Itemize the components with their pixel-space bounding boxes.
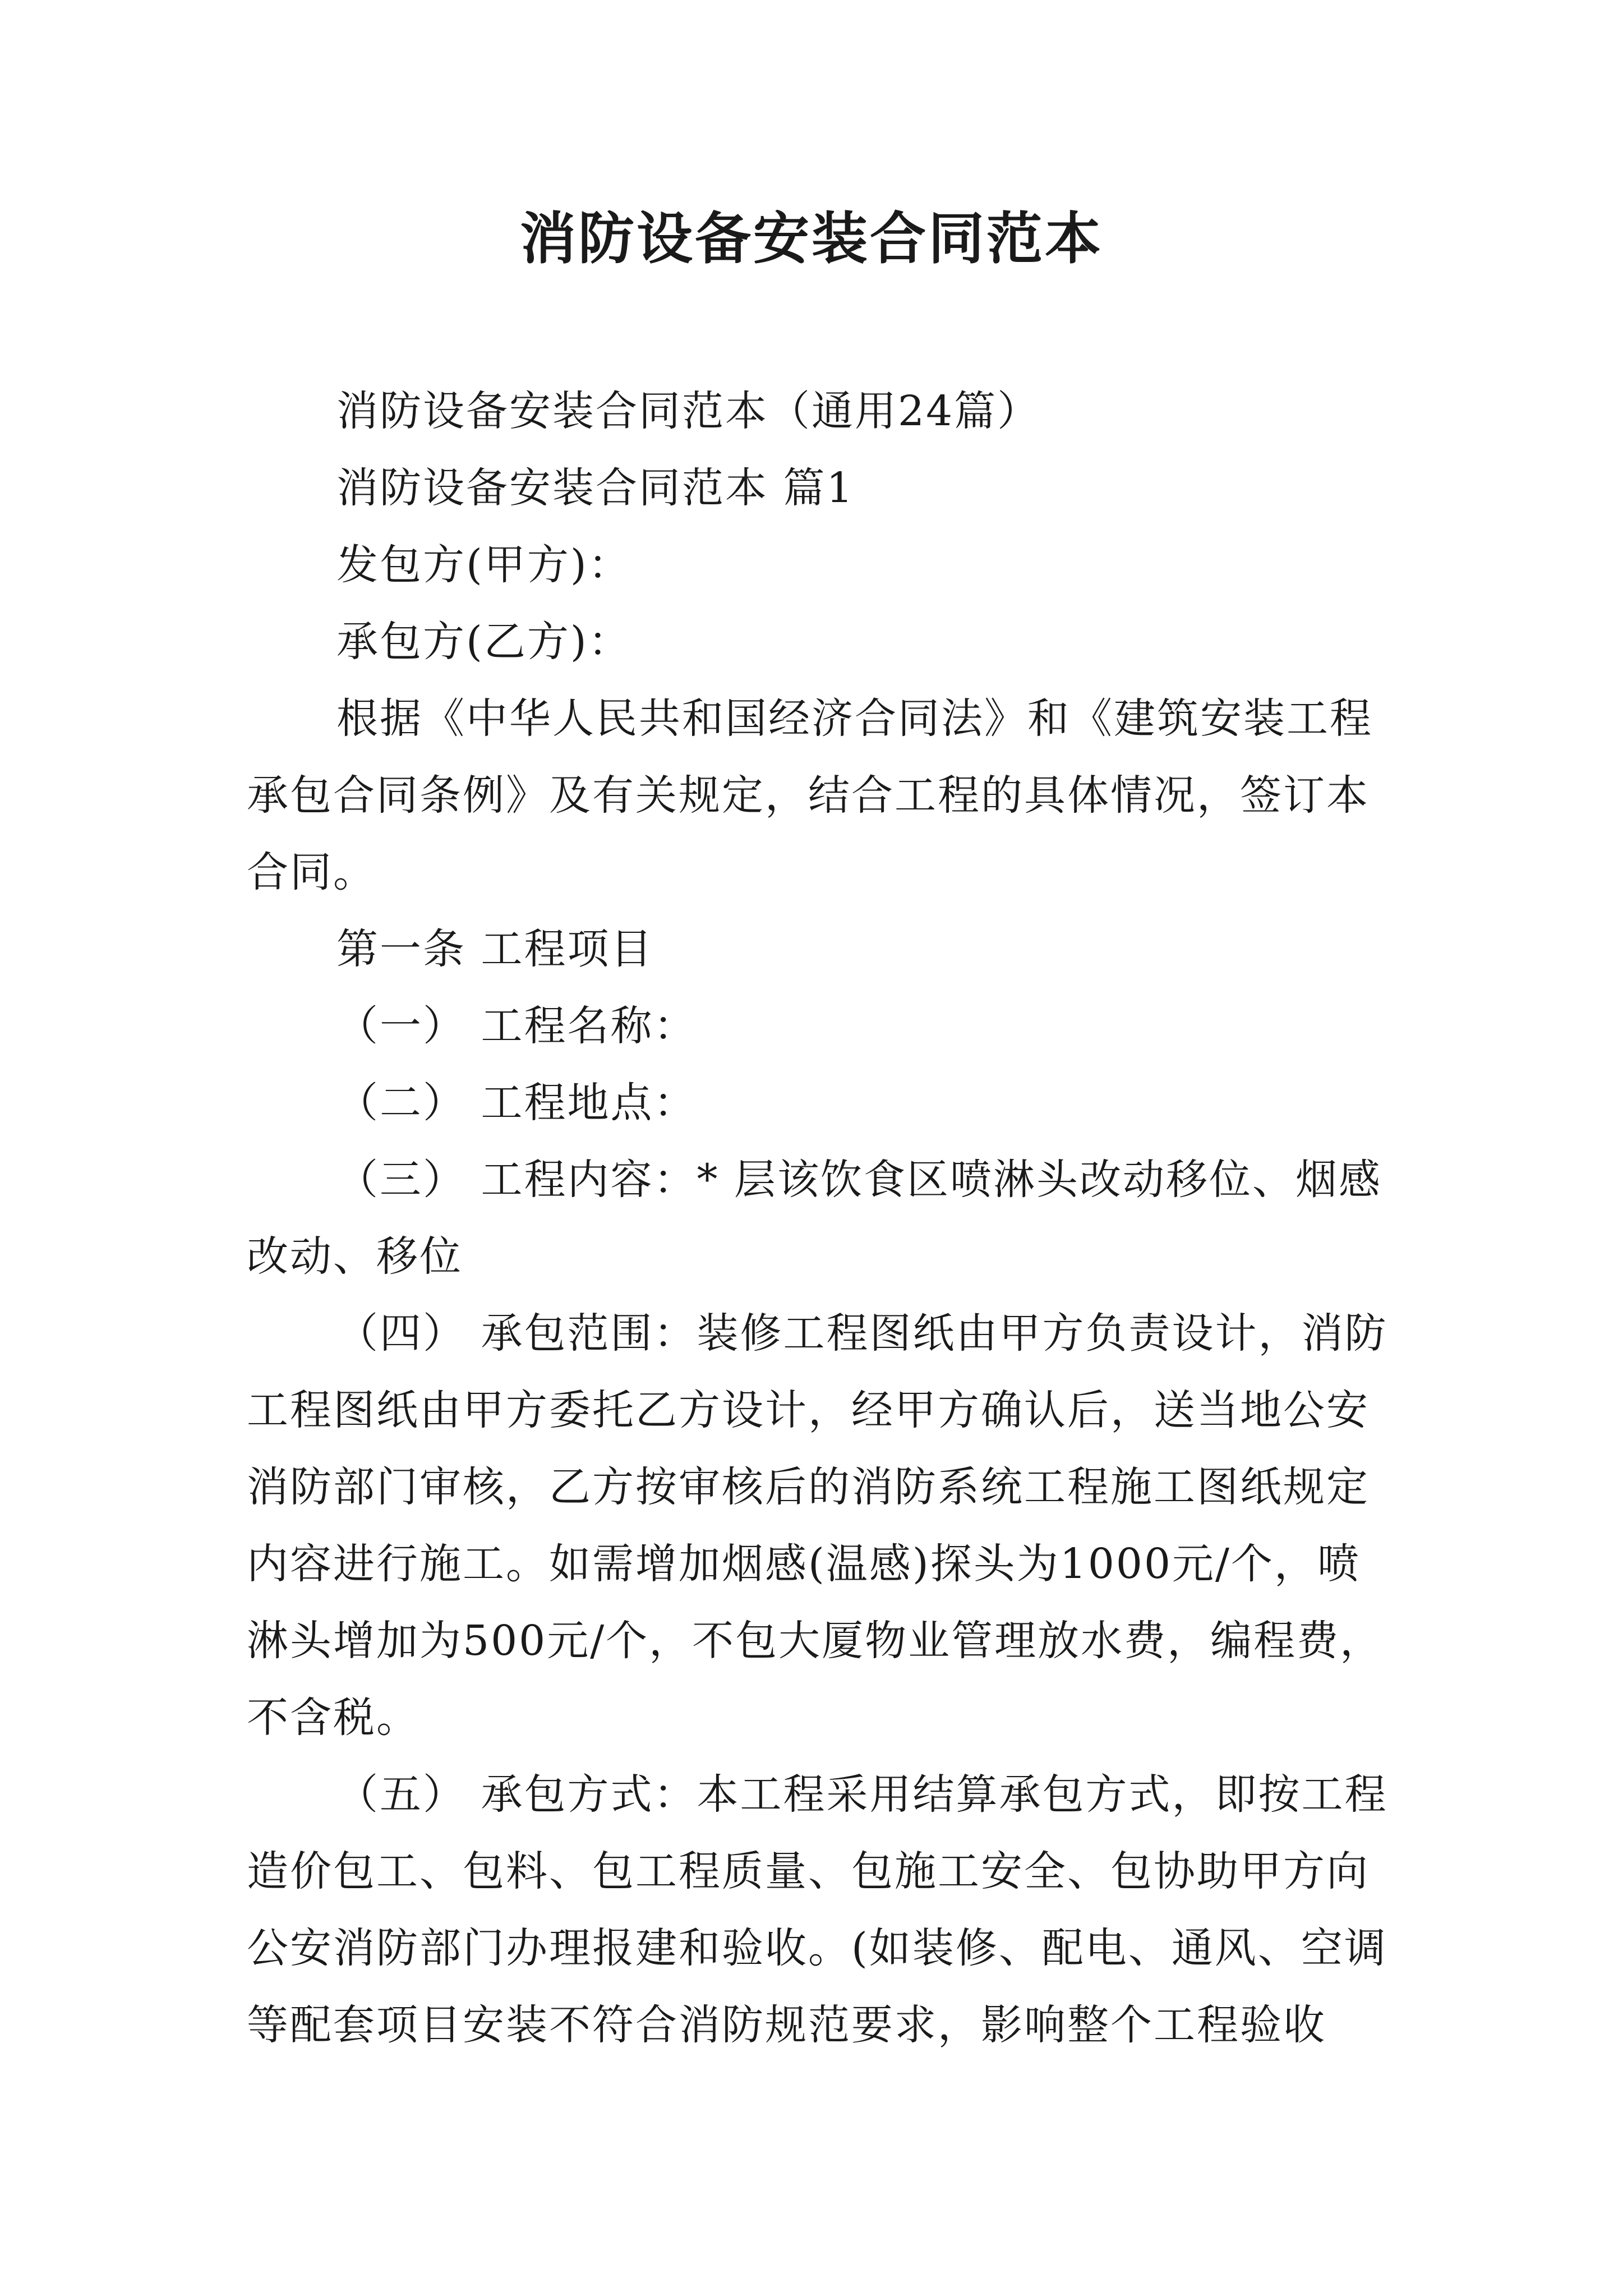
paragraph-article-1: 第一条 工程项目	[336, 925, 654, 973]
document-body	[247, 373, 1391, 2064]
paragraph-contract-scope: （四） 承包范围：装修工程图纸由甲方负责设计，消防工程图纸由甲方委托乙方设计，经甲方确认后，送当地公安消防部门审核，乙方按审核后的消防系统工程施工图纸规定内容进行施工。如需增加烟感(温感)探头为1000元/个，喷淋头增加为500元/个，不包大厦物业管理放水费，编程费，不含税。	[247, 1309, 1388, 1742]
paragraph-party-a: 发包方(甲方)：	[336, 541, 631, 589]
paragraph-contract-method: （五） 承包方式：本工程采用结算承包方式，即按工程造价包工、包料、包工程质量、包施工安全、包协助甲方向公安消防部门办理报建和验收。(如装修、配电、通风、空调等配套项目安装不符合消防规范要求，影响整个工程验收	[247, 1770, 1388, 2049]
paragraph-project-location: （二） 工程地点：	[336, 1079, 697, 1127]
document-title: 消防设备安装合同范本	[520, 205, 1103, 272]
paragraph-project-content: （三） 工程内容：* 层该饮食区喷淋头改动移位、烟感改动、移位	[247, 1156, 1382, 1281]
paragraph-preamble: 根据《中华人民共和国经济合同法》和《建筑安装工程承包合同条例》及有关规定，结合工程的具体情况，签订本合同。	[247, 694, 1373, 896]
paragraph-project-name: （一） 工程名称：	[336, 1002, 697, 1050]
paragraph-section-heading: 消防设备安装合同范本 篇1	[336, 464, 855, 512]
paragraph-party-b: 承包方(乙方)：	[336, 618, 631, 666]
paragraph-subtitle: 消防设备安装合同范本（通用24篇）	[336, 387, 1041, 435]
